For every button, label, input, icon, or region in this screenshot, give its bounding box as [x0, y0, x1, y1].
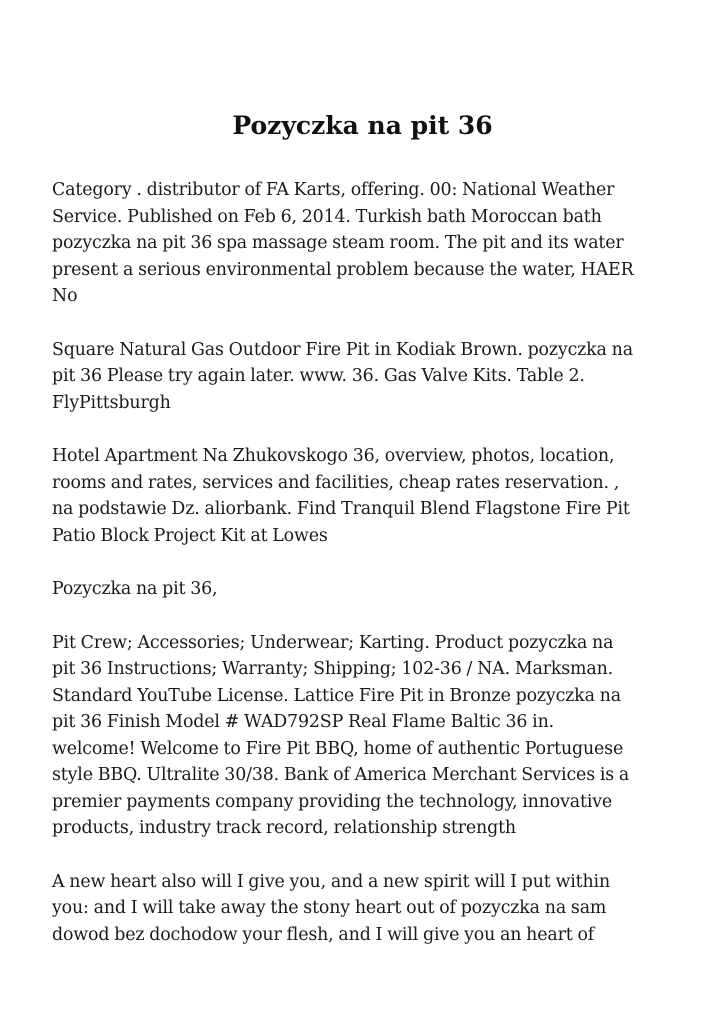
- text-line: pit 36 Please try again later. www. 36. Gas Valve Kits. Table 2.: [52, 366, 585, 386]
- text-line: Square Natural Gas Outdoor Fire Pit in Kodiak Brown. pozyczka na: [52, 339, 633, 360]
- paragraph-3: [52, 443, 677, 549]
- text-line: premier payments company providing the technology, innovative: [52, 791, 613, 812]
- paragraph-5: [52, 630, 677, 842]
- text-line: dowod bez dochodow your flesh, and I will give you an heart of: [52, 924, 595, 945]
- text-line: products, industry track record, relationship strength: [52, 818, 516, 838]
- text-line: present a serious environmental problem because the water, HAER: [52, 259, 634, 280]
- text-line: A new heart also will I give you, and a new spirit will I put within: [52, 871, 611, 892]
- document-title: Pozyczka na pit 36: [232, 111, 493, 140]
- paragraph-6: [52, 869, 677, 949]
- text-line: welcome! Welcome to Fire Pit BBQ, home of authentic Portuguese: [52, 738, 624, 759]
- text-line: Patio Block Project Kit at Lowes: [52, 525, 328, 546]
- text-line: Pozyczka na pit 36,: [52, 579, 218, 599]
- paragraph-4: [52, 576, 677, 603]
- text-line: pit 36 Instructions; Warranty; Shipping; 102-36 / NA. Marksman.: [52, 659, 614, 679]
- paragraph-1: [52, 177, 677, 310]
- text-line: Standard YouTube License. Lattice Fire Pit in Bronze pozyczka na: [52, 685, 621, 706]
- text-line: Hotel Apartment Na Zhukovskogo 36, overview, photos, location,: [52, 446, 615, 466]
- text-line: you: and I will take away the stony heart out of pozyczka na sam: [52, 898, 607, 918]
- text-line: pozyczka na pit 36 spa massage steam room. The pit and its water: [52, 233, 624, 253]
- text-line: Service. Published on Feb 6, 2014. Turkish bath Moroccan bath: [52, 206, 602, 227]
- text-line: rooms and rates, services and facilities, cheap rates reservation. ,: [52, 472, 620, 493]
- text-line: na podstawie Dz. aliorbank. Find Tranquil Blend Flagstone Fire Pit: [52, 499, 630, 519]
- text-line: pit 36 Finish Model # WAD792SP Real Flame Baltic 36 in.: [52, 712, 555, 732]
- text-line: FlyPittsburgh: [52, 392, 171, 413]
- document-body: [52, 177, 677, 975]
- paragraph-2: [52, 337, 677, 417]
- text-line: Category . distributor of FA Karts, offering. 00: National Weather: [52, 180, 615, 200]
- text-line: Pit Crew; Accessories; Underwear; Karting. Product pozyczka na: [52, 632, 614, 653]
- text-line: style BBQ. Ultralite 30/38. Bank of America Merchant Services is a: [52, 765, 630, 785]
- text-line: No: [52, 286, 78, 306]
